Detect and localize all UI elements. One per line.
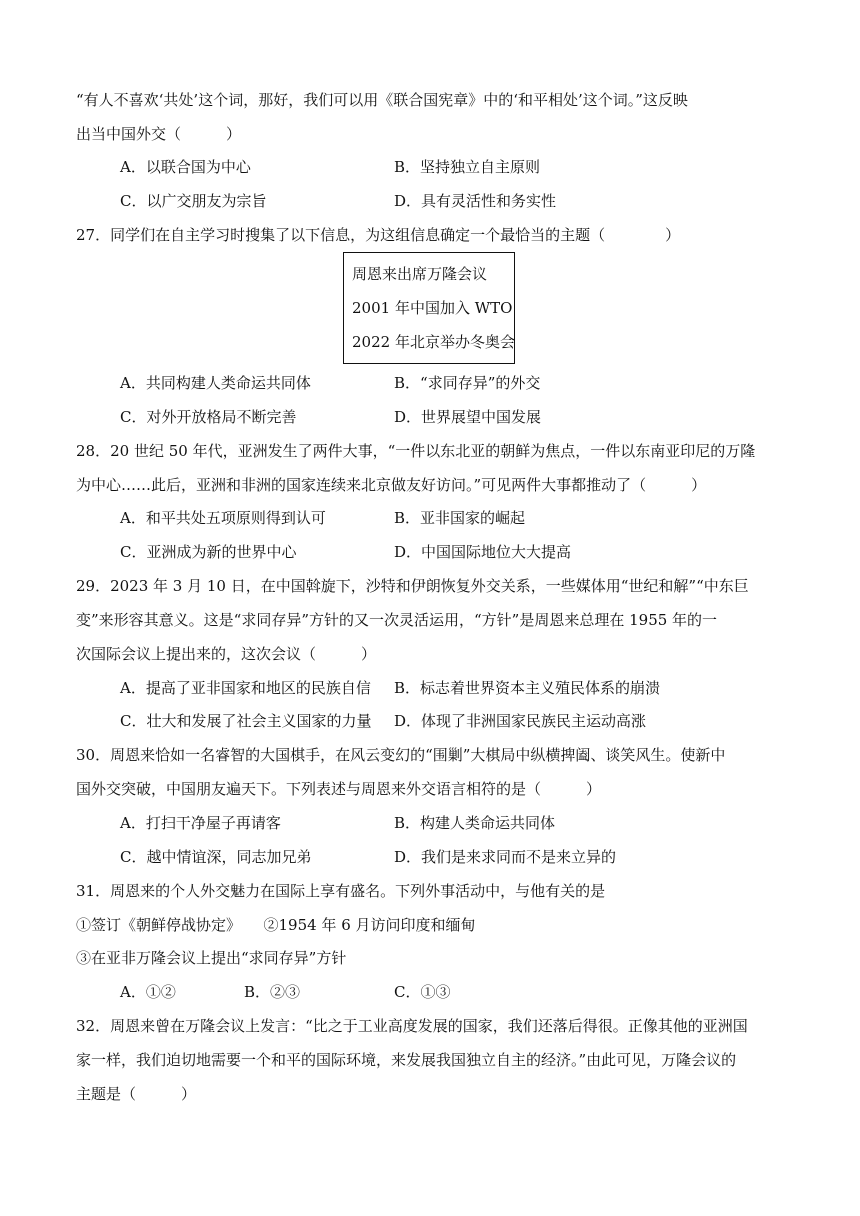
q32-stem-line1: 32．周恩来曾在万隆会议上发言：“比之于工业高度发展的国家，我们还落后得很。正像其他的亚洲国 — [76, 1017, 748, 1035]
q27-option-a[interactable]: A．共同构建人类命运共同体 — [120, 374, 311, 392]
q31-stem-line2: ①签订《朝鲜停战协定》 ②1954 年 6 月访问印度和缅甸 — [76, 916, 476, 934]
q28-option-d[interactable]: D．中国国际地位大大提高 — [394, 543, 572, 561]
q31-stem-line3: ③在亚非万隆会议上提出“求同存异”方针 — [76, 949, 347, 967]
q26-option-a[interactable]: A．以联合国为中心 — [120, 158, 251, 176]
q26-option-d[interactable]: D．具有灵活性和务实性 — [394, 192, 557, 210]
q32-stem-line2: 家一样，我们迫切地需要一个和平的国际环境，来发展我国独立自主的经济。”由此可见，万隆会议的 — [76, 1051, 737, 1069]
q29-option-d[interactable]: D．体现了非洲国家民族民主运动高涨 — [394, 712, 647, 730]
q30-option-b[interactable]: B．构建人类命运共同体 — [394, 814, 556, 832]
q27-info-box — [343, 252, 515, 364]
q31-option-c[interactable]: C．①③ — [394, 983, 451, 1001]
q28-option-c[interactable]: C．亚洲成为新的世界中心 — [120, 543, 297, 561]
q29-option-a[interactable]: A．提高了亚非国家和地区的民族自信 — [120, 679, 371, 697]
q28-option-a[interactable]: A．和平共处五项原则得到认可 — [120, 509, 326, 527]
q28-stem-line2: 为中心……此后，亚洲和非洲的国家连续来北京做友好访问。”可见两件大事都推动了（ ） — [76, 476, 707, 494]
q27-info-item: 2022 年北京举办冬奥会 — [352, 333, 515, 351]
q27-info-item: 2001 年中国加入 WTO — [352, 299, 513, 317]
q30-option-d[interactable]: D．我们是来求同而不是来立异的 — [394, 848, 617, 866]
q27-option-b[interactable]: B．“求同存异”的外交 — [394, 374, 541, 392]
q27-stem-line1: 27．同学们在自主学习时搜集了以下信息，为这组信息确定一个最恰当的主题（ ） — [76, 226, 681, 244]
q30-option-c[interactable]: C．越中情谊深，同志加兄弟 — [120, 848, 312, 866]
q27-option-d[interactable]: D．世界展望中国发展 — [394, 408, 542, 426]
q30-option-a[interactable]: A．打扫干净屋子再请客 — [120, 814, 281, 832]
q27-info-item: 周恩来出席万隆会议 — [352, 265, 488, 283]
q30-stem-line2: 国外交突破，中国朋友遍天下。下列表述与周恩来外交语言相符的是（ ） — [76, 780, 602, 798]
q29-stem-line3: 次国际会议上提出来的，这次会议（ ） — [76, 645, 377, 663]
q27-option-c[interactable]: C．对外开放格局不断完善 — [120, 408, 297, 426]
q26-option-b[interactable]: B．坚持独立自主原则 — [394, 158, 541, 176]
q32-stem-line3: 主题是（ ） — [76, 1085, 197, 1103]
q29-option-c[interactable]: C．壮大和发展了社会主义国家的力量 — [120, 712, 372, 730]
q30-stem-line1: 30．周恩来恰如一名睿智的大国棋手，在风云变幻的“围剿”大棋局中纵横捭阖、谈笑风生。使新中 — [76, 746, 726, 764]
q28-stem-line1: 28．20 世纪 50 年代，亚洲发生了两件大事，“一件以东北亚的朝鲜为焦点，一件以东南亚印尼的万隆 — [76, 442, 756, 460]
q31-option-a[interactable]: A．①② — [120, 983, 176, 1001]
q29-stem-line2: 变”来形容其意义。这是“求同存异”方针的又一次灵活运用，“方针”是周恩来总理在 1955 年的一 — [76, 611, 718, 629]
q28-option-b[interactable]: B．亚非国家的崛起 — [394, 509, 526, 527]
q31-option-b[interactable]: B．②③ — [244, 983, 301, 1001]
q26-stem-line2: 出当中国外交（ ） — [76, 125, 242, 143]
q26-stem-line1: “有人不喜欢‘共处’这个词，那好，我们可以用《联合国宪章》中的‘和平相处’这个词。”这反映 — [76, 91, 688, 109]
q26-option-c[interactable]: C．以广交朋友为宗旨 — [120, 192, 267, 210]
q29-stem-line1: 29．2023 年 3 月 10 日，在中国斡旋下，沙特和伊朗恢复外交关系，一些媒体用“世纪和解”“中东巨 — [76, 577, 749, 595]
q29-option-b[interactable]: B．标志着世界资本主义殖民体系的崩溃 — [394, 679, 661, 697]
q31-stem-line1: 31．周恩来的个人外交魅力在国际上享有盛名。下列外事活动中，与他有关的是 — [76, 882, 606, 900]
